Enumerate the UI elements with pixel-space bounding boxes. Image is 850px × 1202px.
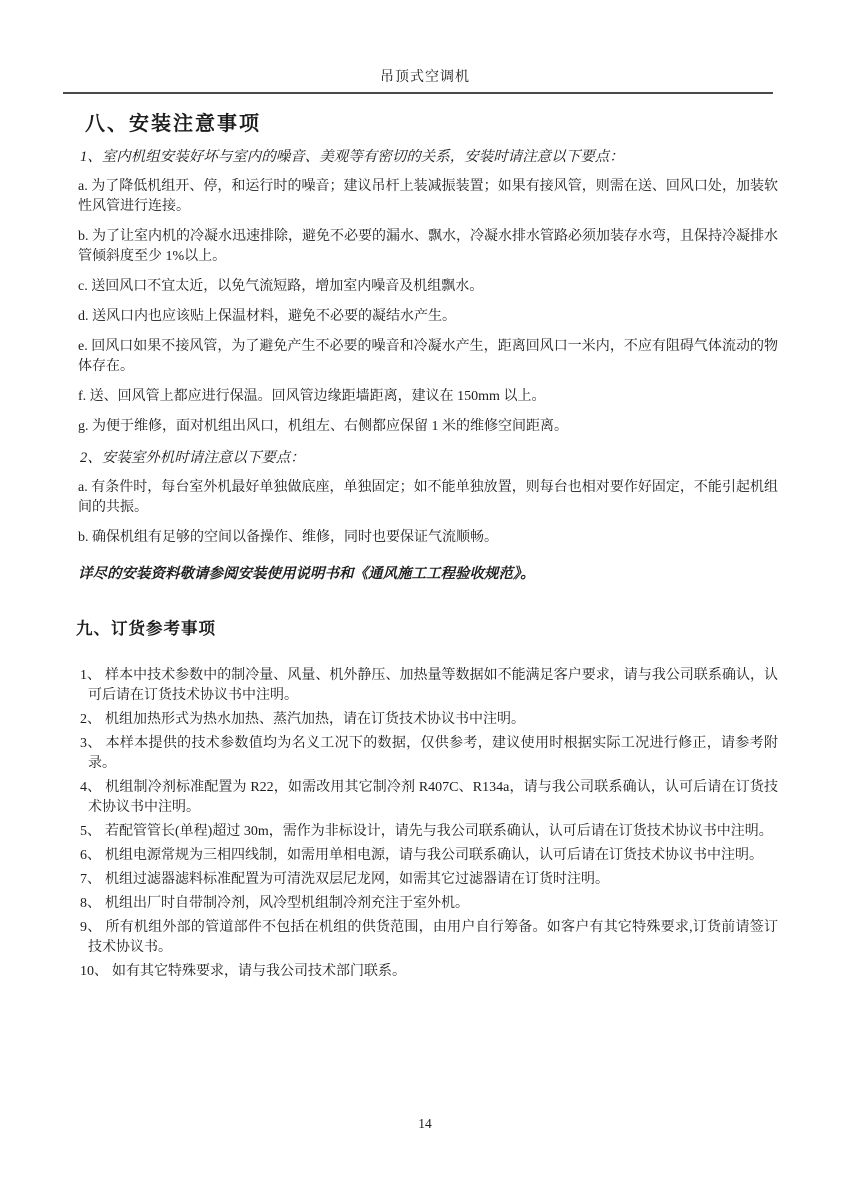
order-item-number: 6、 <box>80 848 101 863</box>
order-item-8 <box>78 894 778 914</box>
install-reference-note: 详尽的安装资料敬请参阅安装使用说明书和《通风施工工程验收规范》。 <box>78 566 535 582</box>
install-subhead-outdoor: 2、安装室外机时请注意以下要点： <box>80 450 305 466</box>
order-item-number: 10、 <box>80 964 108 979</box>
section-order-heading: 九、订货参考事项 <box>76 620 216 638</box>
order-item-5 <box>78 822 778 842</box>
order-item-number: 8、 <box>80 896 101 911</box>
install-indoor-item-c: c. 送回风口不宜太近，以免气流短路，增加室内噪音及机组飘水。 <box>78 279 484 294</box>
install-indoor-item-b: b. 为了让室内机的冷凝水迅速排除，避免不必要的漏水、飘水，冷凝水排水管路必须加装存水弯，且保持冷凝排水管倾斜度至少 1%以上。 <box>78 229 778 264</box>
install-outdoor-item-b: b. 确保机组有足够的空间以备操作、维修，同时也要保证气流顺畅。 <box>78 530 498 545</box>
order-items-list <box>78 666 778 982</box>
order-item-text: 样本中技术参数中的制冷量、风量、机外静压、加热量等数据如不能满足客户要求，请与我公司联系确认，认可后请在订货技术协议书中注明。 <box>88 668 779 703</box>
order-item-4 <box>78 778 778 818</box>
order-item-2 <box>78 710 778 730</box>
page-content <box>78 107 778 982</box>
section-install-heading: 八、安装注意事项 <box>85 113 261 135</box>
install-subhead-indoor: 1、室内机组安装好坏与室内的噪音、美观等有密切的关系，安装时请注意以下要点： <box>80 149 624 165</box>
order-item-text: 机组电源常规为三相四线制，如需用单相电源，请与我公司联系确认，认可后请在订货技术协议书中注明。 <box>105 848 763 863</box>
install-indoor-item-e: e. 回风口如果不接风管，为了避免产生不必要的噪音和冷凝水产生，距离回风口一米内，不应有阻碍气体流动的物体存在。 <box>78 339 778 374</box>
order-item-text: 本样本提供的技术参数值均为名义工况下的数据，仅供参考，建议使用时根据实际工况进行修正，请参考附录。 <box>88 736 778 771</box>
order-item-text: 机组加热形式为热水加热、蒸汽加热，请在订货技术协议书中注明。 <box>105 712 525 727</box>
order-item-text: 如有其它特殊要求，请与我公司技术部门联系。 <box>112 964 406 979</box>
install-indoor-item-a: a. 为了降低机组开、停，和运行时的噪音；建议吊杆上装减振装置；如果有接风管，则需在送、回风口处，加装软性风管进行连接。 <box>78 179 778 214</box>
order-item-number: 9、 <box>80 920 102 935</box>
order-item-1 <box>78 666 778 706</box>
order-item-3 <box>78 734 778 774</box>
order-item-number: 3、 <box>80 736 102 751</box>
order-item-number: 2、 <box>80 712 101 727</box>
order-item-text: 若配管管长(单程)超过 30m，需作为非标设计，请先与我公司联系确认，认可后请在订货技术协议书中注明。 <box>105 824 773 839</box>
install-indoor-item-f: f. 送、回风管上都应进行保温。回风管边缘距墙距离，建议在 150mm 以上。 <box>78 389 546 404</box>
header-divider <box>63 92 773 94</box>
header-title: 吊顶式空调机 <box>380 70 470 85</box>
order-item-number: 4、 <box>80 780 102 795</box>
order-item-text: 所有机组外部的管道部件不包括在机组的供货范围，由用户自行筹备。如客户有其它特殊要求,订货前请签订技术协议书。 <box>88 920 779 955</box>
order-item-text: 机组出厂时自带制冷剂，风冷型机组制冷剂充注于室外机。 <box>105 896 469 911</box>
order-item-number: 5、 <box>80 824 101 839</box>
install-indoor-item-d: d. 送风口内也应该贴上保温材料，避免不必要的凝结水产生。 <box>78 309 456 324</box>
order-item-text: 机组制冷剂标准配置为 R22，如需改用其它制冷剂 R407C、R134a，请与我公司联系确认，认可后请在订货技术协议书中注明。 <box>88 780 778 815</box>
order-item-number: 1、 <box>80 668 102 683</box>
install-indoor-item-g: g. 为便于维修，面对机组出风口，机组左、右侧都应保留 1 米的维修空间距离。 <box>78 419 568 434</box>
order-item-10 <box>78 962 778 982</box>
order-item-7 <box>78 870 778 890</box>
order-item-6 <box>78 846 778 866</box>
page-header <box>0 0 850 86</box>
install-outdoor-item-a: a. 有条件时，每台室外机最好单独做底座，单独固定；如不能单独放置，则每台也相对要作好固定，不能引起机组间的共振。 <box>78 480 778 515</box>
order-item-9 <box>78 918 778 958</box>
order-item-number: 7、 <box>80 872 101 887</box>
page-number: 14 <box>418 1116 432 1131</box>
order-item-text: 机组过滤器滤料标准配置为可清洗双层尼龙网，如需其它过滤器请在订货时注明。 <box>105 872 609 887</box>
